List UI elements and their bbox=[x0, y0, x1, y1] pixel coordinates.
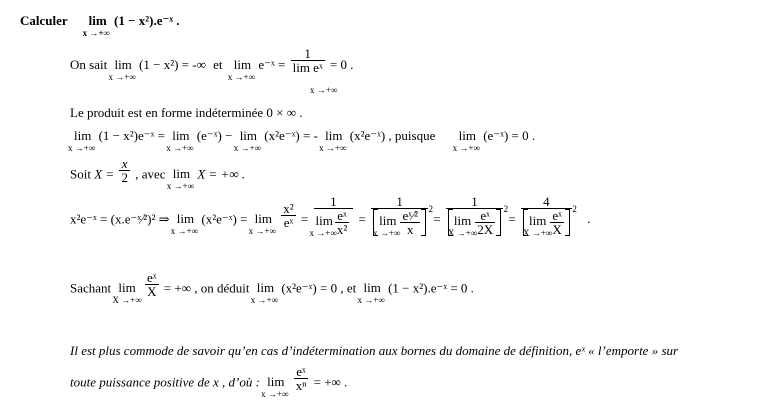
line-soit: Soit X = $\frac{x}{2}$ , avec lim x →+∞ X = +∞ . bbox=[70, 156, 246, 192]
line-sachant: Sachant lim X →+∞ $\frac{\text{eˣ}}{X}$ = +∞ , on déduit lim x →+∞ (x²e⁻ˣ) = 0 , et lim x →+∞ (1 − x²).e⁻ˣ = 0 . bbox=[70, 270, 474, 306]
title-label: Calculer bbox=[20, 13, 68, 28]
remark-line-2: toute puissance positive de x , d’où : lim x →+∞ $\frac{\text{eˣ}}{\text{xⁿ}}$ = +∞ . bbox=[70, 364, 348, 400]
title-line bbox=[20, 13, 180, 38]
line-limits: lim x →+∞ (1 − x²)e⁻ˣ = lim x →+∞ (e⁻ˣ) − lim x →+∞ (x²e⁻ˣ) = - lim x →+∞ (x²e⁻ˣ) , puisque lim x →+∞ (e⁻ˣ) = 0 . bbox=[68, 128, 536, 153]
title-expr: (1 − x²).e⁻ˣ . bbox=[113, 13, 180, 28]
title-lim: lim x →+∞ bbox=[82, 13, 110, 38]
line-produit: Le produit est en forme indéterminée 0 × ∞ . bbox=[70, 105, 303, 120]
remark-line-1: Il est plus commode de savoir qu’en cas d’indétermination aux bornes du domaine de définition, eˣ « l’emporte » sur bbox=[70, 343, 679, 358]
line-computation: x²e⁻ˣ = (x.e⁻ˣ⁄²)² ⇒ lim x →+∞ (x²e⁻ˣ) = lim x →+∞ $\frac{\text{x²}}{\text{eˣ}}$ = 1 lim x →+∞ $\frac{\text{eˣ}}{\text{x²}}$ = 1 lim x →+∞ $\frac{\text{eˣ⁄²}}{x}$ 2 = 1 lim X →+∞ $\frac{\text{eˣ}}{2X}$ 2 = 4 lim X →+∞ $\frac{\text{eˣ}}{X}$ 2 . bbox=[70, 194, 591, 239]
fraction: $\frac{1}{\text{lim eˣ}}$ bbox=[292, 45, 323, 75]
line-on-sait: On sait lim x →+∞ (1 − x²) = -∞ et lim x →+∞ e⁻ˣ = $\frac{1}{\text{lim eˣ}}$ = 0 . bbox=[70, 45, 354, 82]
